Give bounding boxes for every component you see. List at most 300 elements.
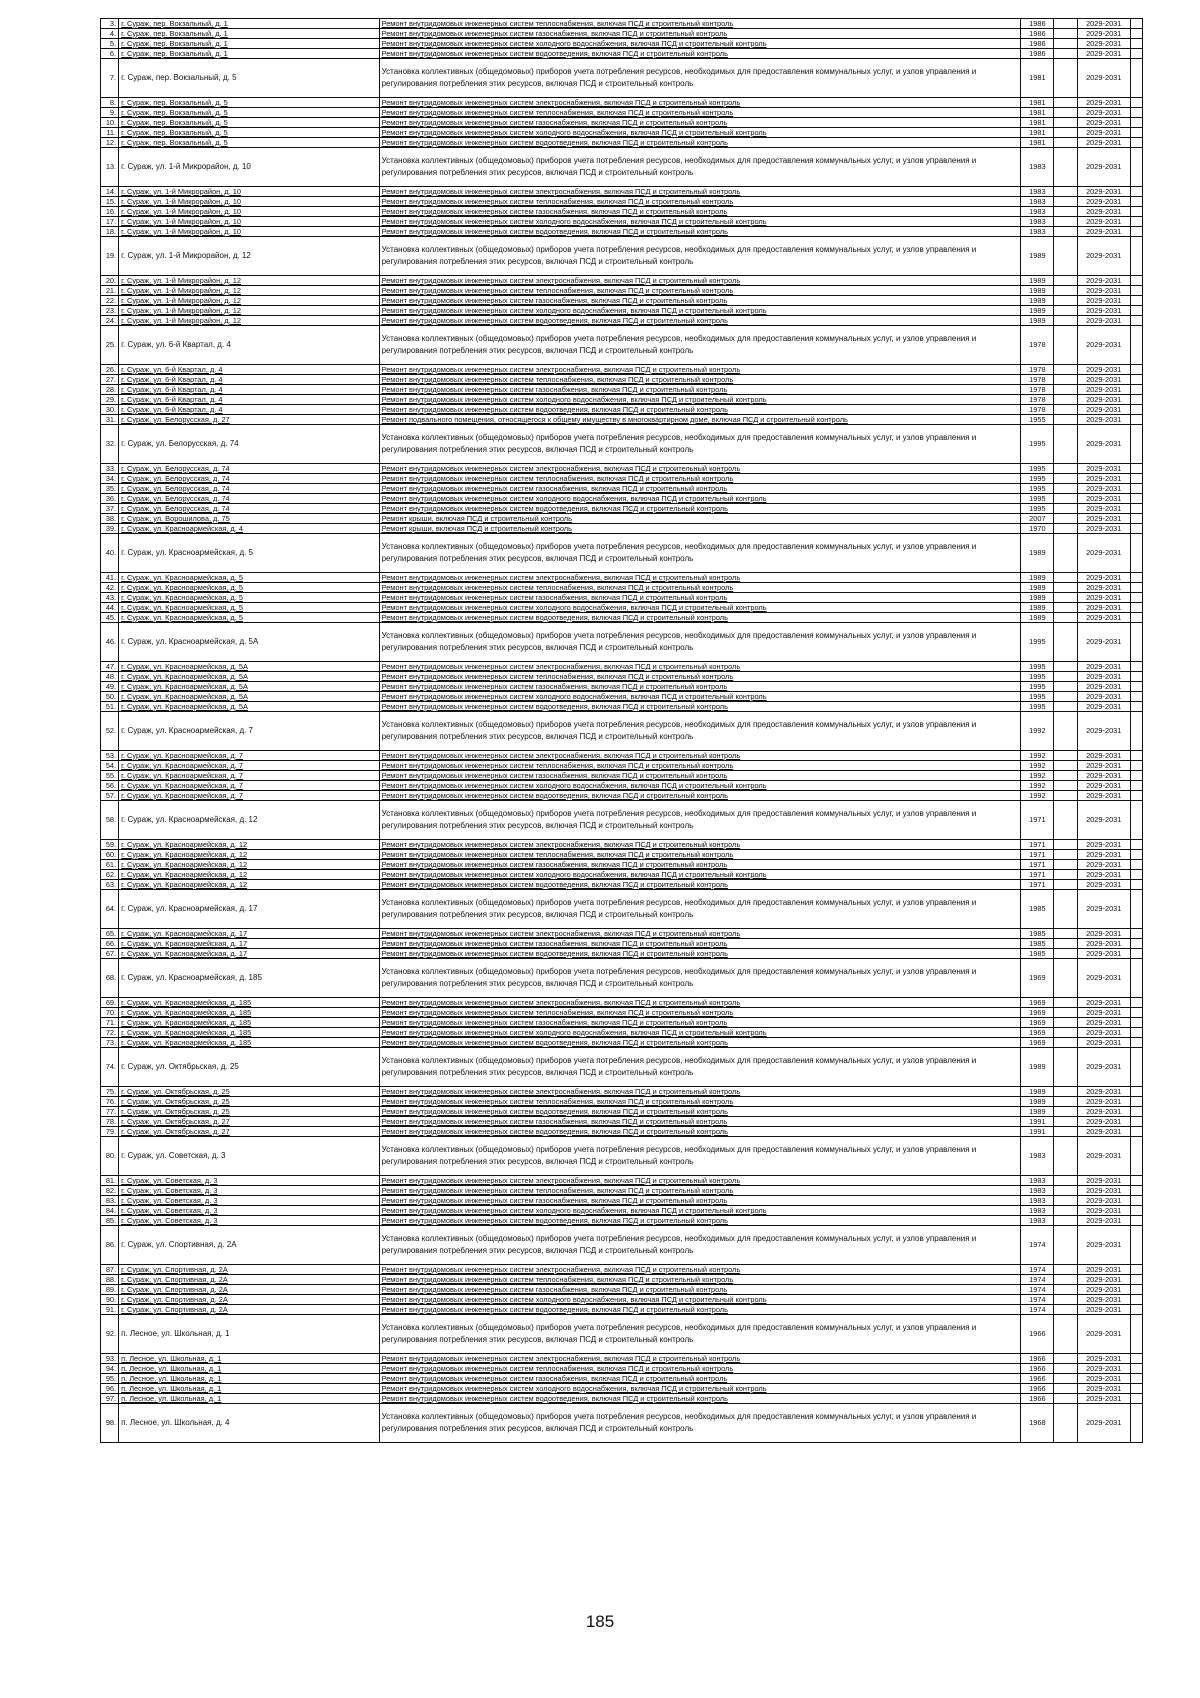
build-year-cell: 1989	[1021, 573, 1054, 583]
build-year-cell: 1966	[1021, 1384, 1054, 1394]
period-cell: 2029-2031	[1077, 217, 1130, 227]
period-cell: 2029-2031	[1077, 623, 1130, 662]
address-cell: г. Сураж, ул. Советская, д. 3	[119, 1186, 380, 1196]
table-row	[101, 1186, 1143, 1196]
empty-cell	[1054, 395, 1077, 405]
address-cell: г. Сураж, ул. Красноармейская, д. 5А	[119, 662, 380, 672]
period-cell: 2029-2031	[1077, 662, 1130, 672]
work-type-cell: Установка коллективных (общедомовых) приборов учета потребления ресурсов, необходимых для предоставления коммунальных услуг, и узлов управления и регулирования потребления этих ресурсов, включая ПСД и строительный контроль	[379, 890, 1021, 929]
address-cell: г. Сураж, ул. Красноармейская, д. 12	[119, 850, 380, 860]
empty-cell	[1130, 1404, 1142, 1443]
build-year-cell: 1995	[1021, 464, 1054, 474]
table-row	[101, 217, 1143, 227]
build-year-cell: 1981	[1021, 108, 1054, 118]
period-cell: 2029-2031	[1077, 692, 1130, 702]
period-cell: 2029-2031	[1077, 781, 1130, 791]
work-type-cell: Ремонт внутридомовых инженерных систем водоотведения, включая ПСД и строительный контроль	[379, 316, 1021, 326]
work-type-cell: Ремонт внутридомовых инженерных систем электроснабжения, включая ПСД и строительный контроль	[379, 98, 1021, 108]
empty-cell	[1130, 1087, 1142, 1097]
row-number-cell: 97.	[101, 1394, 119, 1404]
build-year-cell: 1991	[1021, 1127, 1054, 1137]
address-cell: г. Сураж, ул. Спортивная, д. 2А	[119, 1285, 380, 1295]
address-cell: г. Сураж, ул. Красноармейская, д. 5А	[119, 672, 380, 682]
period-cell: 2029-2031	[1077, 712, 1130, 751]
build-year-cell: 1974	[1021, 1305, 1054, 1315]
empty-cell	[1130, 771, 1142, 781]
empty-cell	[1130, 118, 1142, 128]
work-type-cell: Ремонт внутридомовых инженерных систем холодного водоснабжения, включая ПСД и строительный контроль	[379, 395, 1021, 405]
empty-cell	[1130, 1048, 1142, 1087]
empty-cell	[1054, 464, 1077, 474]
period-cell: 2029-2031	[1077, 613, 1130, 623]
period-cell: 2029-2031	[1077, 108, 1130, 118]
work-type-cell: Ремонт внутридомовых инженерных систем теплоснабжения, включая ПСД и строительный контроль	[379, 19, 1021, 29]
table-row	[101, 296, 1143, 306]
period-cell: 2029-2031	[1077, 138, 1130, 148]
empty-cell	[1054, 682, 1077, 692]
table-row	[101, 1117, 1143, 1127]
empty-cell	[1130, 296, 1142, 306]
build-year-cell: 1983	[1021, 148, 1054, 187]
address-cell: г. Сураж, ул. Красноармейская, д. 5	[119, 593, 380, 603]
table-row	[101, 316, 1143, 326]
address-cell: г. Сураж, ул. Советская, д. 3	[119, 1196, 380, 1206]
row-number-cell: 15.	[101, 197, 119, 207]
row-number-cell: 90.	[101, 1295, 119, 1305]
row-number-cell: 5.	[101, 39, 119, 49]
empty-cell	[1130, 29, 1142, 39]
build-year-cell: 1992	[1021, 771, 1054, 781]
work-type-cell: Ремонт внутридомовых инженерных систем холодного водоснабжения, включая ПСД и строительный контроль	[379, 1206, 1021, 1216]
address-cell: г. Сураж, ул. Белорусская, д. 74	[119, 464, 380, 474]
table-row	[101, 286, 1143, 296]
empty-cell	[1130, 1295, 1142, 1305]
empty-cell	[1130, 39, 1142, 49]
build-year-cell: 1983	[1021, 1216, 1054, 1226]
address-cell: г. Сураж, ул. Белорусская, д. 74	[119, 494, 380, 504]
table-row	[101, 484, 1143, 494]
period-cell: 2029-2031	[1077, 1196, 1130, 1206]
build-year-cell: 1992	[1021, 712, 1054, 751]
table-row	[101, 306, 1143, 316]
row-number-cell: 55.	[101, 771, 119, 781]
empty-cell	[1054, 662, 1077, 672]
address-cell: г. Сураж, ул. Октябрьская, д. 25	[119, 1087, 380, 1097]
build-year-cell: 1981	[1021, 118, 1054, 128]
address-cell: г. Сураж, ул. Красноармейская, д. 185	[119, 1028, 380, 1038]
row-number-cell: 70.	[101, 1008, 119, 1018]
empty-cell	[1054, 880, 1077, 890]
empty-cell	[1054, 504, 1077, 514]
address-cell: г. Сураж, ул. Красноармейская, д. 17	[119, 890, 380, 929]
work-type-cell: Ремонт внутридомовых инженерных систем теплоснабжения, включая ПСД и строительный контроль	[379, 286, 1021, 296]
address-cell: г. Сураж, ул. 1-й Микрорайон, д. 10	[119, 217, 380, 227]
period-cell: 2029-2031	[1077, 1186, 1130, 1196]
period-cell: 2029-2031	[1077, 187, 1130, 197]
empty-cell	[1054, 415, 1077, 425]
build-year-cell: 1995	[1021, 484, 1054, 494]
row-number-cell: 92.	[101, 1315, 119, 1354]
period-cell: 2029-2031	[1077, 148, 1130, 187]
empty-cell	[1130, 583, 1142, 593]
table-row	[101, 573, 1143, 583]
empty-cell	[1130, 187, 1142, 197]
row-number-cell: 71.	[101, 1018, 119, 1028]
address-cell: г. Сураж, ул. 1-й Микрорайон, д. 10	[119, 207, 380, 217]
work-type-cell: Ремонт внутридомовых инженерных систем электроснабжения, включая ПСД и строительный контроль	[379, 1087, 1021, 1097]
table-row	[101, 1127, 1143, 1137]
row-number-cell: 91.	[101, 1305, 119, 1315]
empty-cell	[1054, 524, 1077, 534]
period-cell: 2029-2031	[1077, 484, 1130, 494]
empty-cell	[1130, 1315, 1142, 1354]
row-number-cell: 24.	[101, 316, 119, 326]
row-number-cell: 88.	[101, 1275, 119, 1285]
table-row	[101, 504, 1143, 514]
work-type-cell: Ремонт внутридомовых инженерных систем теплоснабжения, включая ПСД и строительный контроль	[379, 1008, 1021, 1018]
build-year-cell: 1995	[1021, 623, 1054, 662]
build-year-cell: 1989	[1021, 1097, 1054, 1107]
table-row	[101, 890, 1143, 929]
row-number-cell: 19.	[101, 237, 119, 276]
period-cell: 2029-2031	[1077, 672, 1130, 682]
period-cell: 2029-2031	[1077, 1206, 1130, 1216]
build-year-cell: 2007	[1021, 514, 1054, 524]
build-year-cell: 1992	[1021, 791, 1054, 801]
period-cell: 2029-2031	[1077, 227, 1130, 237]
work-type-cell: Ремонт внутридомовых инженерных систем холодного водоснабжения, включая ПСД и строительный контроль	[379, 781, 1021, 791]
work-type-cell: Ремонт внутридомовых инженерных систем холодного водоснабжения, включая ПСД и строительный контроль	[379, 603, 1021, 613]
work-type-cell: Ремонт внутридомовых инженерных систем теплоснабжения, включая ПСД и строительный контроль	[379, 1186, 1021, 1196]
build-year-cell: 1978	[1021, 395, 1054, 405]
period-cell: 2029-2031	[1077, 573, 1130, 583]
build-year-cell: 1978	[1021, 385, 1054, 395]
empty-cell	[1054, 1374, 1077, 1384]
address-cell: г. Сураж, ул. Красноармейская, д. 4	[119, 524, 380, 534]
address-cell: г. Сураж, пер. Вокзальный, д. 1	[119, 29, 380, 39]
period-cell: 2029-2031	[1077, 1354, 1130, 1364]
row-number-cell: 59.	[101, 840, 119, 850]
row-number-cell: 89.	[101, 1285, 119, 1295]
row-number-cell: 40.	[101, 534, 119, 573]
period-cell: 2029-2031	[1077, 1216, 1130, 1226]
row-number-cell: 81.	[101, 1176, 119, 1186]
empty-cell	[1054, 296, 1077, 306]
empty-cell	[1054, 1364, 1077, 1374]
table-row	[101, 514, 1143, 524]
table-row	[101, 959, 1143, 998]
period-cell: 2029-2031	[1077, 59, 1130, 98]
empty-cell	[1130, 860, 1142, 870]
table-row	[101, 39, 1143, 49]
row-number-cell: 73.	[101, 1038, 119, 1048]
address-cell: г. Сураж, ул. Красноармейская, д. 17	[119, 929, 380, 939]
period-cell: 2029-2031	[1077, 1394, 1130, 1404]
empty-cell	[1054, 692, 1077, 702]
table-row	[101, 534, 1143, 573]
period-cell: 2029-2031	[1077, 375, 1130, 385]
build-year-cell: 1969	[1021, 1038, 1054, 1048]
empty-cell	[1054, 840, 1077, 850]
address-cell: г. Сураж, пер. Вокзальный, д. 5	[119, 128, 380, 138]
empty-cell	[1130, 1394, 1142, 1404]
row-number-cell: 49.	[101, 682, 119, 692]
empty-cell	[1054, 1048, 1077, 1087]
work-type-cell: Ремонт внутридомовых инженерных систем холодного водоснабжения, включая ПСД и строительный контроль	[379, 39, 1021, 49]
table-row	[101, 840, 1143, 850]
empty-cell	[1054, 128, 1077, 138]
table-row	[101, 494, 1143, 504]
empty-cell	[1054, 49, 1077, 59]
work-type-cell: Ремонт внутридомовых инженерных систем водоотведения, включая ПСД и строительный контроль	[379, 1216, 1021, 1226]
empty-cell	[1130, 1285, 1142, 1295]
build-year-cell: 1989	[1021, 1107, 1054, 1117]
period-cell: 2029-2031	[1077, 19, 1130, 29]
row-number-cell: 67.	[101, 949, 119, 959]
row-number-cell: 33.	[101, 464, 119, 474]
address-cell: г. Сураж, ул. Белорусская, д. 74	[119, 504, 380, 514]
table-row	[101, 148, 1143, 187]
work-type-cell: Ремонт внутридомовых инженерных систем водоотведения, включая ПСД и строительный контроль	[379, 613, 1021, 623]
build-year-cell: 1969	[1021, 998, 1054, 1008]
address-cell: г. Сураж, ул. Красноармейская, д. 17	[119, 949, 380, 959]
empty-cell	[1054, 1097, 1077, 1107]
work-type-cell: Ремонт внутридомовых инженерных систем водоотведения, включая ПСД и строительный контроль	[379, 1107, 1021, 1117]
period-cell: 2029-2031	[1077, 29, 1130, 39]
table-row	[101, 880, 1143, 890]
empty-cell	[1054, 98, 1077, 108]
period-cell: 2029-2031	[1077, 771, 1130, 781]
table-row	[101, 138, 1143, 148]
empty-cell	[1054, 1028, 1077, 1038]
address-cell: п. Лесное, ул. Школьная, д. 4	[119, 1404, 380, 1443]
row-number-cell: 31.	[101, 415, 119, 425]
build-year-cell: 1966	[1021, 1315, 1054, 1354]
empty-cell	[1054, 118, 1077, 128]
table-row	[101, 1048, 1143, 1087]
period-cell: 2029-2031	[1077, 1028, 1130, 1038]
address-cell: г. Сураж, пер. Вокзальный, д. 1	[119, 19, 380, 29]
address-cell: п. Лесное, ул. Школьная, д. 1	[119, 1374, 380, 1384]
empty-cell	[1054, 29, 1077, 39]
empty-cell	[1054, 1295, 1077, 1305]
work-type-cell: Ремонт внутридомовых инженерных систем газоснабжения, включая ПСД и строительный контроль	[379, 296, 1021, 306]
build-year-cell: 1968	[1021, 1404, 1054, 1443]
period-cell: 2029-2031	[1077, 1374, 1130, 1384]
empty-cell	[1054, 1216, 1077, 1226]
empty-cell	[1130, 375, 1142, 385]
work-type-cell: Ремонт внутридомовых инженерных систем холодного водоснабжения, включая ПСД и строительный контроль	[379, 1384, 1021, 1394]
address-cell: г. Сураж, ул. 1-й Микрорайон, д. 10	[119, 187, 380, 197]
row-number-cell: 3.	[101, 19, 119, 29]
table-row	[101, 227, 1143, 237]
address-cell: п. Лесное, ул. Школьная, д. 1	[119, 1394, 380, 1404]
empty-cell	[1130, 712, 1142, 751]
empty-cell	[1130, 286, 1142, 296]
table-row	[101, 365, 1143, 375]
work-type-cell: Ремонт внутридомовых инженерных систем электроснабжения, включая ПСД и строительный контроль	[379, 662, 1021, 672]
period-cell: 2029-2031	[1077, 593, 1130, 603]
period-cell: 2029-2031	[1077, 1265, 1130, 1275]
build-year-cell: 1971	[1021, 860, 1054, 870]
empty-cell	[1130, 1097, 1142, 1107]
row-number-cell: 25.	[101, 326, 119, 365]
empty-cell	[1054, 1206, 1077, 1216]
work-type-cell: Ремонт внутридомовых инженерных систем электроснабжения, включая ПСД и строительный контроль	[379, 573, 1021, 583]
period-cell: 2029-2031	[1077, 998, 1130, 1008]
work-type-cell: Ремонт крыши, включая ПСД и строительный контроль	[379, 514, 1021, 524]
address-cell: г. Сураж, ул. 1-й Микрорайон, д. 12	[119, 306, 380, 316]
empty-cell	[1130, 464, 1142, 474]
build-year-cell: 1985	[1021, 949, 1054, 959]
empty-cell	[1130, 484, 1142, 494]
empty-cell	[1130, 939, 1142, 949]
address-cell: г. Сураж, ул. 6-й Квартал, д. 4	[119, 365, 380, 375]
build-year-cell: 1989	[1021, 593, 1054, 603]
table-row	[101, 692, 1143, 702]
work-type-cell: Ремонт внутридомовых инженерных систем газоснабжения, включая ПСД и строительный контроль	[379, 682, 1021, 692]
build-year-cell: 1995	[1021, 692, 1054, 702]
work-type-cell: Ремонт внутридомовых инженерных систем теплоснабжения, включая ПСД и строительный контроль	[379, 1097, 1021, 1107]
table-row	[101, 850, 1143, 860]
address-cell: г. Сураж, ул. Красноармейская, д. 185	[119, 1018, 380, 1028]
table-row	[101, 1384, 1143, 1394]
address-cell: г. Сураж, ул. Советская, д. 3	[119, 1216, 380, 1226]
table-row	[101, 395, 1143, 405]
work-type-cell: Установка коллективных (общедомовых) приборов учета потребления ресурсов, необходимых для предоставления коммунальных услуг, и узлов управления и регулирования потребления этих ресурсов, включая ПСД и строительный контроль	[379, 59, 1021, 98]
period-cell: 2029-2031	[1077, 296, 1130, 306]
row-number-cell: 54.	[101, 761, 119, 771]
period-cell: 2029-2031	[1077, 603, 1130, 613]
address-cell: г. Сураж, ул. 1-й Микрорайон, д. 12	[119, 286, 380, 296]
table-body	[101, 19, 1143, 1443]
empty-cell	[1130, 702, 1142, 712]
table-row	[101, 603, 1143, 613]
period-cell: 2029-2031	[1077, 1305, 1130, 1315]
empty-cell	[1054, 593, 1077, 603]
address-cell: г. Сураж, ул. 1-й Микрорайон, д. 10	[119, 227, 380, 237]
row-number-cell: 96.	[101, 1384, 119, 1394]
address-cell: г. Сураж, ул. 6-й Квартал, д. 4	[119, 405, 380, 415]
address-cell: г. Сураж, ул. Ворошилова, д. 75	[119, 514, 380, 524]
row-number-cell: 56.	[101, 781, 119, 791]
empty-cell	[1130, 514, 1142, 524]
build-year-cell: 1983	[1021, 207, 1054, 217]
build-year-cell: 1983	[1021, 197, 1054, 207]
address-cell: г. Сураж, ул. 6-й Квартал, д. 4	[119, 385, 380, 395]
empty-cell	[1130, 425, 1142, 464]
work-type-cell: Ремонт внутридомовых инженерных систем газоснабжения, включая ПСД и строительный контроль	[379, 118, 1021, 128]
build-year-cell: 1989	[1021, 1048, 1054, 1087]
empty-cell	[1054, 781, 1077, 791]
table-row	[101, 1374, 1143, 1384]
table-row	[101, 237, 1143, 276]
period-cell: 2029-2031	[1077, 425, 1130, 464]
empty-cell	[1054, 573, 1077, 583]
period-cell: 2029-2031	[1077, 415, 1130, 425]
work-type-cell: Ремонт внутридомовых инженерных систем холодного водоснабжения, включая ПСД и строительный контроль	[379, 217, 1021, 227]
work-type-cell: Ремонт внутридомовых инженерных систем теплоснабжения, включая ПСД и строительный контроль	[379, 375, 1021, 385]
row-number-cell: 57.	[101, 791, 119, 801]
build-year-cell: 1995	[1021, 494, 1054, 504]
empty-cell	[1130, 1384, 1142, 1394]
empty-cell	[1054, 207, 1077, 217]
row-number-cell: 32.	[101, 425, 119, 464]
address-cell: г. Сураж, ул. Советская, д. 3	[119, 1206, 380, 1216]
build-year-cell: 1974	[1021, 1285, 1054, 1295]
period-cell: 2029-2031	[1077, 860, 1130, 870]
build-year-cell: 1971	[1021, 801, 1054, 840]
address-cell: г. Сураж, ул. Советская, д. 3	[119, 1137, 380, 1176]
table-row	[101, 464, 1143, 474]
empty-cell	[1130, 573, 1142, 583]
row-number-cell: 29.	[101, 395, 119, 405]
period-cell: 2029-2031	[1077, 1285, 1130, 1295]
empty-cell	[1054, 187, 1077, 197]
empty-cell	[1054, 1008, 1077, 1018]
work-type-cell: Ремонт внутридомовых инженерных систем водоотведения, включая ПСД и строительный контроль	[379, 138, 1021, 148]
empty-cell	[1054, 138, 1077, 148]
row-number-cell: 6.	[101, 49, 119, 59]
empty-cell	[1054, 375, 1077, 385]
period-cell: 2029-2031	[1077, 534, 1130, 573]
row-number-cell: 28.	[101, 385, 119, 395]
empty-cell	[1054, 514, 1077, 524]
table-row	[101, 197, 1143, 207]
build-year-cell: 1969	[1021, 1028, 1054, 1038]
empty-cell	[1054, 197, 1077, 207]
address-cell: г. Сураж, ул. Октябрьская, д. 25	[119, 1097, 380, 1107]
row-number-cell: 68.	[101, 959, 119, 998]
work-type-cell: Ремонт внутридомовых инженерных систем электроснабжения, включая ПСД и строительный контроль	[379, 929, 1021, 939]
period-cell: 2029-2031	[1077, 405, 1130, 415]
empty-cell	[1054, 1038, 1077, 1048]
table-row	[101, 524, 1143, 534]
build-year-cell: 1989	[1021, 603, 1054, 613]
empty-cell	[1054, 19, 1077, 29]
empty-cell	[1130, 128, 1142, 138]
table-row	[101, 712, 1143, 751]
empty-cell	[1054, 474, 1077, 484]
row-number-cell: 22.	[101, 296, 119, 306]
page-number: 185	[585, 1612, 615, 1631]
empty-cell	[1054, 702, 1077, 712]
row-number-cell: 51.	[101, 702, 119, 712]
work-type-cell: Установка коллективных (общедомовых) приборов учета потребления ресурсов, необходимых для предоставления коммунальных услуг, и узлов управления и регулирования потребления этих ресурсов, включая ПСД и строительный контроль	[379, 326, 1021, 365]
period-cell: 2029-2031	[1077, 1048, 1130, 1087]
address-cell: г. Сураж, ул. Спортивная, д. 2А	[119, 1265, 380, 1275]
work-type-cell: Ремонт внутридомовых инженерных систем водоотведения, включая ПСД и строительный контроль	[379, 405, 1021, 415]
empty-cell	[1054, 108, 1077, 118]
table-row	[101, 1305, 1143, 1315]
build-year-cell: 1971	[1021, 840, 1054, 850]
table-row	[101, 1206, 1143, 1216]
empty-cell	[1054, 484, 1077, 494]
table-row	[101, 276, 1143, 286]
empty-cell	[1054, 791, 1077, 801]
empty-cell	[1130, 1265, 1142, 1275]
work-type-cell: Ремонт внутридомовых инженерных систем теплоснабжения, включая ПСД и строительный контроль	[379, 1364, 1021, 1374]
table-row	[101, 1265, 1143, 1275]
empty-cell	[1054, 326, 1077, 365]
address-cell: г. Сураж, ул. Октябрьская, д. 27	[119, 1127, 380, 1137]
address-cell: п. Лесное, ул. Школьная, д. 1	[119, 1364, 380, 1374]
work-type-cell: Ремонт внутридомовых инженерных систем теплоснабжения, включая ПСД и строительный контроль	[379, 197, 1021, 207]
empty-cell	[1130, 840, 1142, 850]
work-type-cell: Ремонт внутридомовых инженерных систем водоотведения, включая ПСД и строительный контроль	[379, 504, 1021, 514]
row-number-cell: 79.	[101, 1127, 119, 1137]
address-cell: г. Сураж, ул. Красноармейская, д. 12	[119, 870, 380, 880]
